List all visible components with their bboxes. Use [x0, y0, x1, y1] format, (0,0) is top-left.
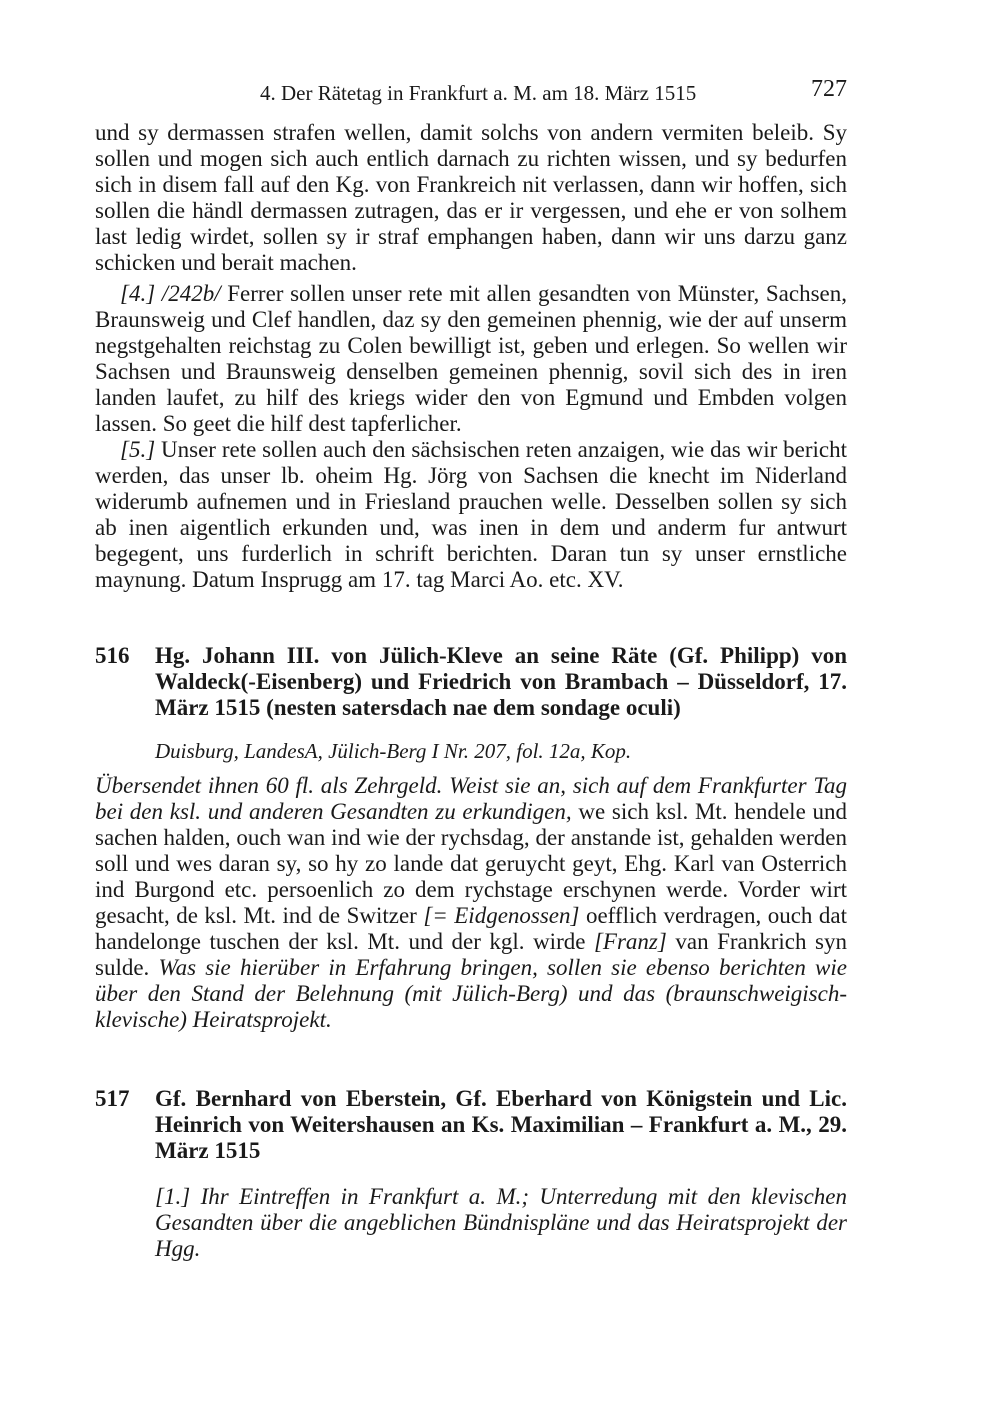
summary-517: [1.] Ihr Eintreffen in Frankfurt a. M.; Unterredung mit den klevischen Gesandten über die angeblichen Bündnispläne und das Heiratsprojekt der Hgg.	[155, 1184, 847, 1261]
regest-516	[95, 773, 847, 1033]
paragraph-5-marker: [5.]	[120, 437, 156, 462]
paragraph-4-text: Ferrer sollen unser rete mit allen gesandten von Münster, Sachsen, Braunsweig und Clef handlen, daz sy den gemeinen phennig, wie der auf unserm negstgehalten reichstag zu Colen bewilligt ist, geben und erlegen. So wellen wir Sachsen und Braunsweig denselben gemeinen phennig, sovil sich des in iren landen laufet, zu hilf des kriegs wider den von Egmund und Embden volgen lassen. So geet die hilf dest tapferlicher.	[95, 281, 847, 436]
document-title: Hg. Johann III. von Jülich-Kleve an seine Räte (Gf. Philipp) von Waldeck(-Eisenberg) und Friedrich von Brambach – Düsseldorf, 17. März 1515 (nesten satersdach nae dem sondage oculi)	[155, 643, 847, 720]
paragraph-4-marker: [4.] /242b/	[120, 281, 221, 306]
regest-summary-end: Was sie hierüber in Erfahrung bringen, sollen sie ebenso berichten wie über den Stand der Belehnung (mit Jülich-Berg) und das (braunschweigisch-klevische) Heiratsprojekt.	[95, 955, 847, 1032]
regest-summary-start: Übersendet ihnen 60 fl. als Zehrgeld. Weist sie an, sich auf dem Frankfurter Tag bei den ksl. und anderen Gesandten zu erkundigen,	[95, 773, 847, 824]
document-number: 516	[95, 643, 130, 668]
document-heading-516	[95, 643, 847, 721]
page-number: 727	[811, 76, 847, 102]
editorial-note: [= Eidgenossen]	[423, 903, 580, 928]
paragraph-5-text: Unser rete sollen auch den sächsischen reten anzaigen, wie das wir bericht werden, das unser lb. oheim Hg. Jörg von Sachsen die knecht im Niderland widerumb aufnemen und in Friesland prauchen welle. Desselben sollen sy sich ab inen aigentlich erkunden und, was inen in dem und anderm fur antwurt begegent, uns furderlich in schrift berichten. Daran tun sy unser ernstliche maynung. Datum Insprugg am 17. tag Marci Ao. etc. XV.	[95, 437, 847, 592]
regest-quote: van Frankrich syn sulde.	[95, 929, 847, 980]
editorial-note: [Franz]	[593, 929, 667, 954]
paragraph-intro-text: und sy dermassen strafen wellen, damit solchs von andern vermiten beleib. Sy sollen und mogen sich auch entlich darnach zu richten wissen, und sy bedurfen sich in disem fall auf den Kg. von Frankreich nit verlassen, dann wir hoffen, sich sollen die händl dermassen zutragen, das er ir vergessen, und ehe er von solhem last ledig wirdet, sollen sy ir straf emphangen haben, dann wir uns darzu ganz schicken und berait machen.	[95, 120, 847, 275]
paragraph-5	[95, 437, 847, 593]
document-title: Gf. Bernhard von Eberstein, Gf. Eberhard von Königstein und Lic. Heinrich von Weitershausen an Ks. Maximilian – Frankfurt a. M., 29. März 1515	[155, 1086, 847, 1163]
running-title: 4. Der Rätetag in Frankfurt a. M. am 18. März 1515	[260, 81, 697, 105]
document-heading-517	[95, 1086, 847, 1164]
source-citation: Duisburg, LandesA, Jülich-Berg I Nr. 207, fol. 12a, Kop.	[155, 739, 632, 763]
paragraph-intro	[95, 120, 847, 276]
paragraph-4	[95, 281, 847, 437]
regest-quote: we sich ksl. Mt. hendele und sachen halden, ouch wan ind wie der rychsdag, der anstande ist, gehalden werden soll und wes daran sy, so hy zo lande dat geruycht geyt, Ehg. Karl van Osterrich ind Burgond etc. persoenlich zo dem rychstage erschynen werde. Vorder wirt gesacht, de ksl. Mt. ind de Switzer	[95, 799, 847, 928]
regest-quote: oefflich verdragen, ouch dat handelonge tuschen der ksl. Mt. und der kgl. wirde	[95, 903, 847, 954]
document-number: 517	[95, 1086, 130, 1111]
